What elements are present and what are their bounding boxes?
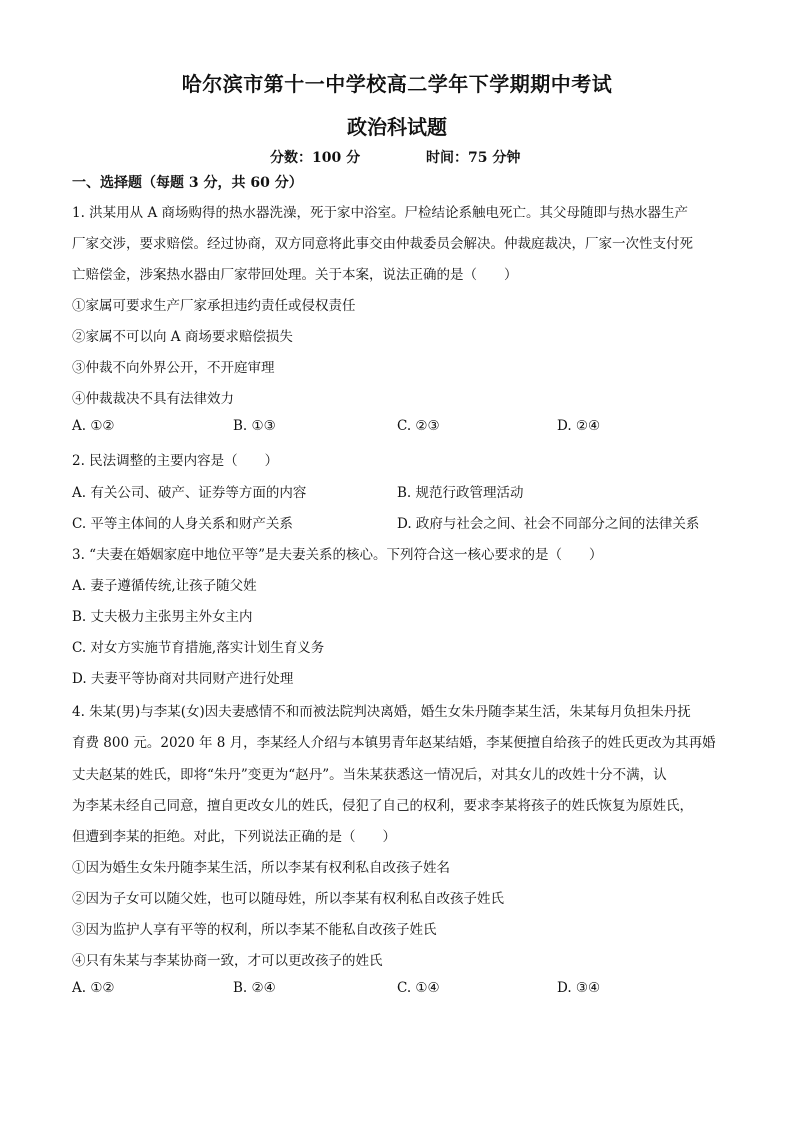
exam-title: 哈尔滨市第十一中学校高二学年下学期期中考试 <box>181 72 613 96</box>
q2-option-c: C. 平等主体间的人身关系和财产关系 <box>72 516 293 532</box>
q3-option-c: C. 对女方实施节育措施,落实计划生育义务 <box>72 640 325 656</box>
q4-stem-line-3: 丈夫赵某的姓氏，即将“朱丹”变更为“赵丹”。当朱某获悉这一情况后，对其女儿的改姓十分不满，认 <box>72 767 667 783</box>
q1-statement-4: ④仲裁裁决不具有法律效力 <box>72 391 234 407</box>
q4-stem-line-2: 育费 800 元。2020 年 8 月，李某经人介绍与本镇男青年赵某结婚，李某便擅自给孩子的姓氏更改为其再婚 <box>72 735 716 751</box>
q4-option-d: D. ③④ <box>557 980 601 996</box>
q1-option-b: B. ①③ <box>233 418 276 434</box>
q1-option-c: C. ②③ <box>397 418 440 434</box>
q2-option-b: B. 规范行政管理活动 <box>397 485 524 501</box>
q2-option-a: A. 有关公司、破产、证券等方面的内容 <box>72 485 307 501</box>
q3-stem: 3. “夫妻在婚姻家庭中地位平等”是夫妻关系的核心。下列符合这一核心要求的是（ ） <box>72 547 603 563</box>
q3-option-a: A. 妻子遵循传统,让孩子随父姓 <box>72 578 257 594</box>
q3-option-d: D. 夫妻平等协商对共同财产进行处理 <box>72 671 294 687</box>
q4-option-b: B. ②④ <box>233 980 276 996</box>
q1-option-a: A. ①② <box>72 418 115 434</box>
q1-stem-line-2: 厂家交涉，要求赔偿。经过协商，双方同意将此事交由仲裁委员会解决。仲裁庭裁决，厂家一次性支付死 <box>72 236 693 252</box>
score-label: 分数：100 分 <box>270 150 361 166</box>
q4-statement-4: ④只有朱某与李某协商一致，才可以更改孩子的姓氏 <box>72 953 383 969</box>
q1-statement-1: ①家属可要求生产厂家承担违约责任或侵权责任 <box>72 298 356 314</box>
q4-option-c: C. ①④ <box>397 980 440 996</box>
section-heading: 一、选择题（每题 3 分，共 60 分） <box>72 175 303 191</box>
q4-statement-2: ②因为子女可以随父姓，也可以随母姓，所以李某有权利私自改孩子姓氏 <box>72 891 504 907</box>
q4-stem-line-1: 4. 朱某(男)与李某(女)因夫妻感情不和而被法院判决离婚，婚生女朱丹随李某生活，朱某每月负担朱丹抚 <box>72 704 691 720</box>
q4-option-a: A. ①② <box>72 980 115 996</box>
q4-stem-line-4: 为李某未经自己同意，擅自更改女儿的姓氏，侵犯了自己的权利，要求李某将孩子的姓氏恢复为原姓氏， <box>72 798 693 814</box>
q1-stem-line-1: 1. 洪某用从 A 商场购得的热水器洗澡，死于家中浴室。尸检结论系触电死亡。其父母随即与热水器生产 <box>72 205 689 221</box>
q4-stem-line-5: 但遭到李某的拒绝。对此，下列说法正确的是（ ） <box>72 829 396 845</box>
q3-option-b: B. 丈夫极力主张男主外女主内 <box>72 609 253 625</box>
q1-statement-3: ③仲裁不向外界公开，不开庭审理 <box>72 360 275 376</box>
q2-option-d: D. 政府与社会之间、社会不同部分之间的法律关系 <box>397 516 700 532</box>
q4-statement-3: ③因为监护人享有平等的权利，所以李某不能私自改孩子姓氏 <box>72 922 437 938</box>
q1-option-d: D. ②④ <box>557 418 601 434</box>
time-label: 时间：75 分钟 <box>426 150 521 166</box>
q2-stem: 2. 民法调整的主要内容是（ ） <box>72 453 279 469</box>
q4-statement-1: ①因为婚生女朱丹随李某生活，所以李某有权利私自改孩子姓名 <box>72 860 450 876</box>
q1-statement-2: ②家属不可以向 A 商场要求赔偿损失 <box>72 329 293 345</box>
q1-stem-line-3: 亡赔偿金，涉案热水器由厂家带回处理。关于本案，说法正确的是（ ） <box>72 267 518 283</box>
subject-title: 政治科试题 <box>347 115 447 139</box>
